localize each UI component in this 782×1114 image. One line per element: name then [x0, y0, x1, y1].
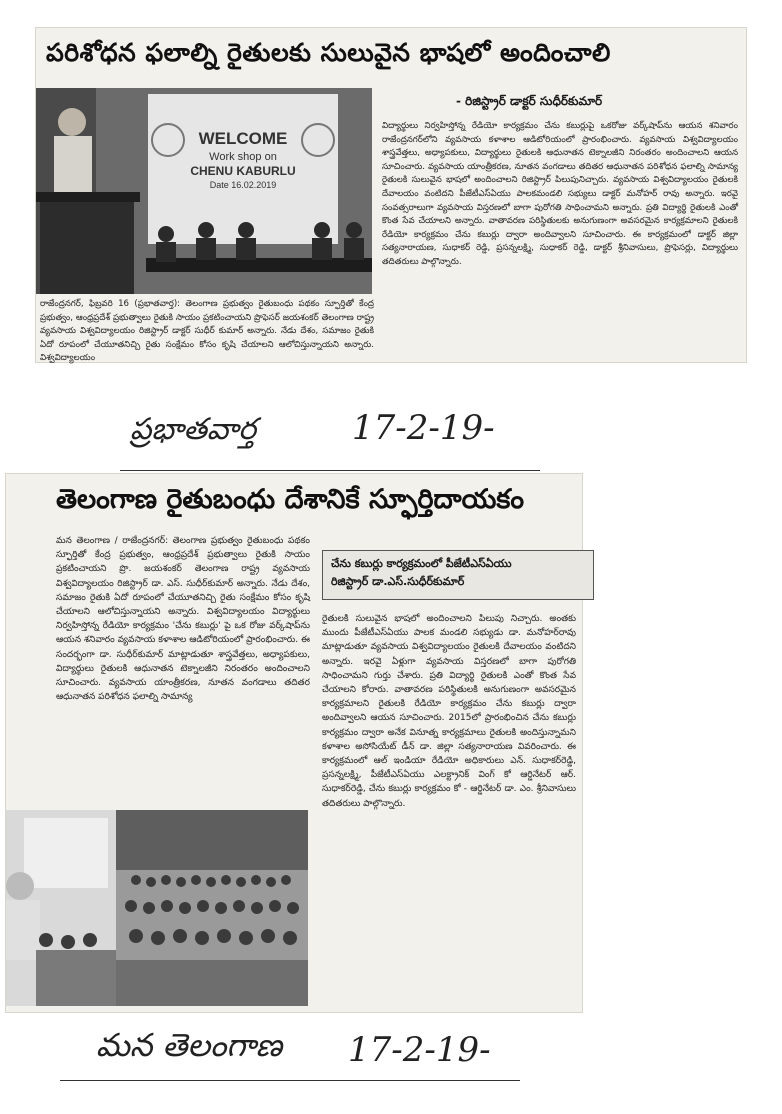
audience-photo	[6, 810, 308, 1006]
clipping-2-headline: తెలంగాణ రైతుబంధు దేశానికే స్ఫూర్తిదాయకం	[56, 484, 525, 515]
handwritten-underline-2	[60, 1080, 520, 1081]
handwritten-date-1: 17-2-19-	[352, 408, 495, 448]
clipping-2-subhead-line-2: రిజిస్ట్రార్ డా.ఎస్.సుధీర్‌కుమార్	[331, 575, 465, 588]
workshop-stage-photo	[36, 88, 372, 294]
clipping-1	[36, 28, 746, 362]
clipping-1-headline: పరిశోధన ఫలాల్ని రైతులకు సులువైన భాషలో అందించాలి	[46, 38, 611, 67]
clipping-2-column-2: రైతులకి సులువైన భాషలో అందించాలని పిలుపు నిచ్చారు. అంతకు ముందు పీజేటీఎస్ఏయు పాలక మండలి సభ్యుడు డా. మనోహర్‌రావు మాట్లాడుతూ వ్యవసాయ విశ్వవిద్యాలయం రైతులకి దేవాలయం వంటిదని అన్నారు. ఇరవై ఏళ్లుగా వ్యవసాయ విస్తరణలో బాగా పురోగతి సాధించామని గుర్తు చేశారు. ప్రతి విద్యార్థి రైతులకి ఎంతో కొంత సేవ చేయాలని కోరారు. వాతావరణ పరిస్థితులకి అనుగుణంగా అవసరమైన కార్యక్రమాలని రైతులకి రేడియో కార్యక్రమం చేను కబుర్లు ద్వారా అందివ్వాలని ఆయన సూచించారు. 2015లో ప్రారంభించిన చేను కబుర్లు కార్యక్రమం ద్వారా అనేక వినూత్న కార్యక్రమాలు రైతులకి అందిస్తున్నామని కళాశాల అసోసియేట్ డీన్ డా. జిల్లా సత్యనారాయణ వివరించారు. ఈ కార్యక్రమంలో ఆల్ ఇండియా రేడియో అధికారులు ఎన్. సుధాకర్‌రెడ్డి, ప్రసన్నలక్ష్మి, పీజేటీఎస్ఏయు ఎలక్ట్రానిక్ వింగ్ కో ఆర్డినేటర్ ఆర్. సుధాకర్‌రెడ్డి, చేను కబుర్లు కార్యక్రమం కో - ఆర్డినేటర్ డా. ఎం. శ్రీనివాసులు తదితరులు పాల్గొన్నారు.	[322, 614, 576, 809]
banner-date: Date 16.02.2019	[209, 180, 277, 190]
audience-illustration	[6, 810, 308, 1006]
banner-title: WELCOME	[198, 129, 288, 148]
clipping-2-subhead-box	[322, 550, 594, 600]
banner-line-3: CHENU KABURLU	[190, 164, 296, 178]
banner-line-2: Work shop on	[209, 151, 277, 163]
clipping-1-body: విద్యార్థులు నిర్వహిస్తోన్న రేడియో కార్యక్రమం చేను కబుర్లుపై ఒకరోజు వర్క్‌షాప్‌ను ఆయన శనివారం రాజేంద్రనగర్‌లోని వ్యవసాయ కళాశాల ఆడిటోరియంలో ప్రారంభించారు. వ్యవసాయ విశ్వవిద్యాలయం శాస్త్రవేత్తలు, అధ్యాపకులు, విద్యార్థులు రైతులకి ఆధునాతన టెక్నాలజీని నిరంతరం అందించాలని ఆయన సూచించారు. వ్యవసాయ యాంత్రీకరణ, నూతన వంగడాలు తదితర ఆధునాతన పరిశోధన ఫలాల్ని సామాన్య రైతులకి సులువైన భాషలో అందించాలని రిజిస్ట్రార్ పిలుపునిచ్చారు. వ్యవసాయ విశ్వవిద్యాలయం రైతులకి దేవాలయం వంటిదని పీజేటీఎస్ఏయు పాలకమండలి సభ్యులు డాక్టర్ మనోహర్ రావు అన్నారు. ఇరవై సంవత్సరాలుగా వ్యవసాయ విస్తరణలో బాగా పురోగతి సాధించామని అన్నారు. ప్రతి విద్యార్థి రైతులకి ఎంతో కొంత సేవ చేయాలని అన్నారు. వాతావరణ పరిస్థితులకు అనుగుణంగా అవసరమైన కార్యక్రమాలని రైతులకి రేడియో కార్యక్రమం చేను కబుర్లు ద్వారా అందివ్వాలని సూచించారు. ఈ కార్యక్రమంలో డాక్టర్ జిల్లా సత్యనారాయణ, సుధాకర్ రెడ్డి, ప్రసన్నలక్ష్మి, సుధాకర్ రెడ్డి, డాక్టర్ శ్రీనివాసులు, ప్రొఫెసర్లు, విద్యార్థులు తదితరులు పాల్గొన్నారు.	[382, 121, 738, 267]
clipping-1-byline: - రిజిస్ట్రార్ డాక్టర్ సుధీర్‌కుమార్	[456, 94, 603, 108]
handwritten-paper-name-1: ప్రభాతవార్త	[130, 412, 257, 447]
clipping-2-column-1: మన తెలంగాణ / రాజేంద్రనగర్: తెలంగాణ ప్రభుత్వం రైతుబంధు పథకం స్ఫూర్తితో కేంద్ర ప్రభుత్వం, ఆంధ్రప్రదేశ్ ప్రభుత్వాలు రైతుకి సాయం ప్రకటించాయని ప్రొ. జయశంకర్ తెలంగాణ రాష్ట్ర వ్యవసాయ విశ్వవిద్యాలయం రిజిస్ట్రార్ డా. ఎస్. సుధీర్‌కుమార్ అన్నారు. నేడు దేశం, సమాజం రైతుకి ఏదో రూపంలో చేయూతనిచ్చి రైతు సంక్షేమం కోసం కృషి చేయాలని ఆలోచిస్తున్నాయని అన్నారు. విశ్వవిద్యాలయం విద్యార్థులు నిర్వహిస్తోన్న రేడియో కార్యక్రమం 'చేను కబుర్లు' పై ఒక రోజు వర్క్‌షాప్‌ను ఆయన శనివారం వ్యవసాయ కళాశాల ఆడిటోరియంలో ప్రారంభించారు. ఈ సందర్భంగా డా. సుధీర్‌కుమార్ మాట్లాడుతూ శాస్త్రవేత్తలు, అధ్యాపకులు, విద్యార్థులు రైతులకి ఆధునాతన టెక్నాలజీని నిరంతరం అందించాలని సూచించారు. వ్యవసాయ యాంత్రీకరణ, నూతన వంగడాలు తదితర ఆధునాతన పరిశోధన ఫలాల్ని సామాన్య	[56, 536, 310, 703]
banner-text	[148, 128, 338, 192]
handwritten-date-2: 17-2-19-	[348, 1030, 491, 1070]
clipping-2-subhead-line-1: చేను కబుర్లు కార్యక్రమంలో పీజేటీఎస్ఏయు	[331, 557, 512, 570]
clipping-2	[6, 474, 582, 1012]
handwritten-paper-name-2: మన తెలంగాణ	[96, 1026, 283, 1064]
handwritten-underline-1	[120, 470, 540, 471]
clipping-1-caption: రాజేంద్రనగర్, ఫిబ్రవరి 16 (ప్రభాతవార్త): తెలంగాణ ప్రభుత్వం రైతుబంధు పథకం స్ఫూర్తితో కేంద్ర ప్రభుత్వం, ఆంధ్రప్రదేశ్ ప్రభుత్వాలు రైతుకి సాయం ప్రకటించాయని ప్రొఫెసర్ జయశంకర్ తెలంగాణ రాష్ట్ర వ్యవసాయ విశ్వవిద్యాలయం రిజిస్ట్రార్ డాక్టర్ సుధీర్ కుమార్ అన్నారు. నేడు దేశం, సమాజం రైతుకి ఏదో రూపంలో చేయూతనిచ్చి రైతు సంక్షేమం కోసం కృషి చేయాలని ఆలోచిస్తున్నాయని అన్నారు. విశ్వవిద్యాలయం	[40, 299, 374, 364]
